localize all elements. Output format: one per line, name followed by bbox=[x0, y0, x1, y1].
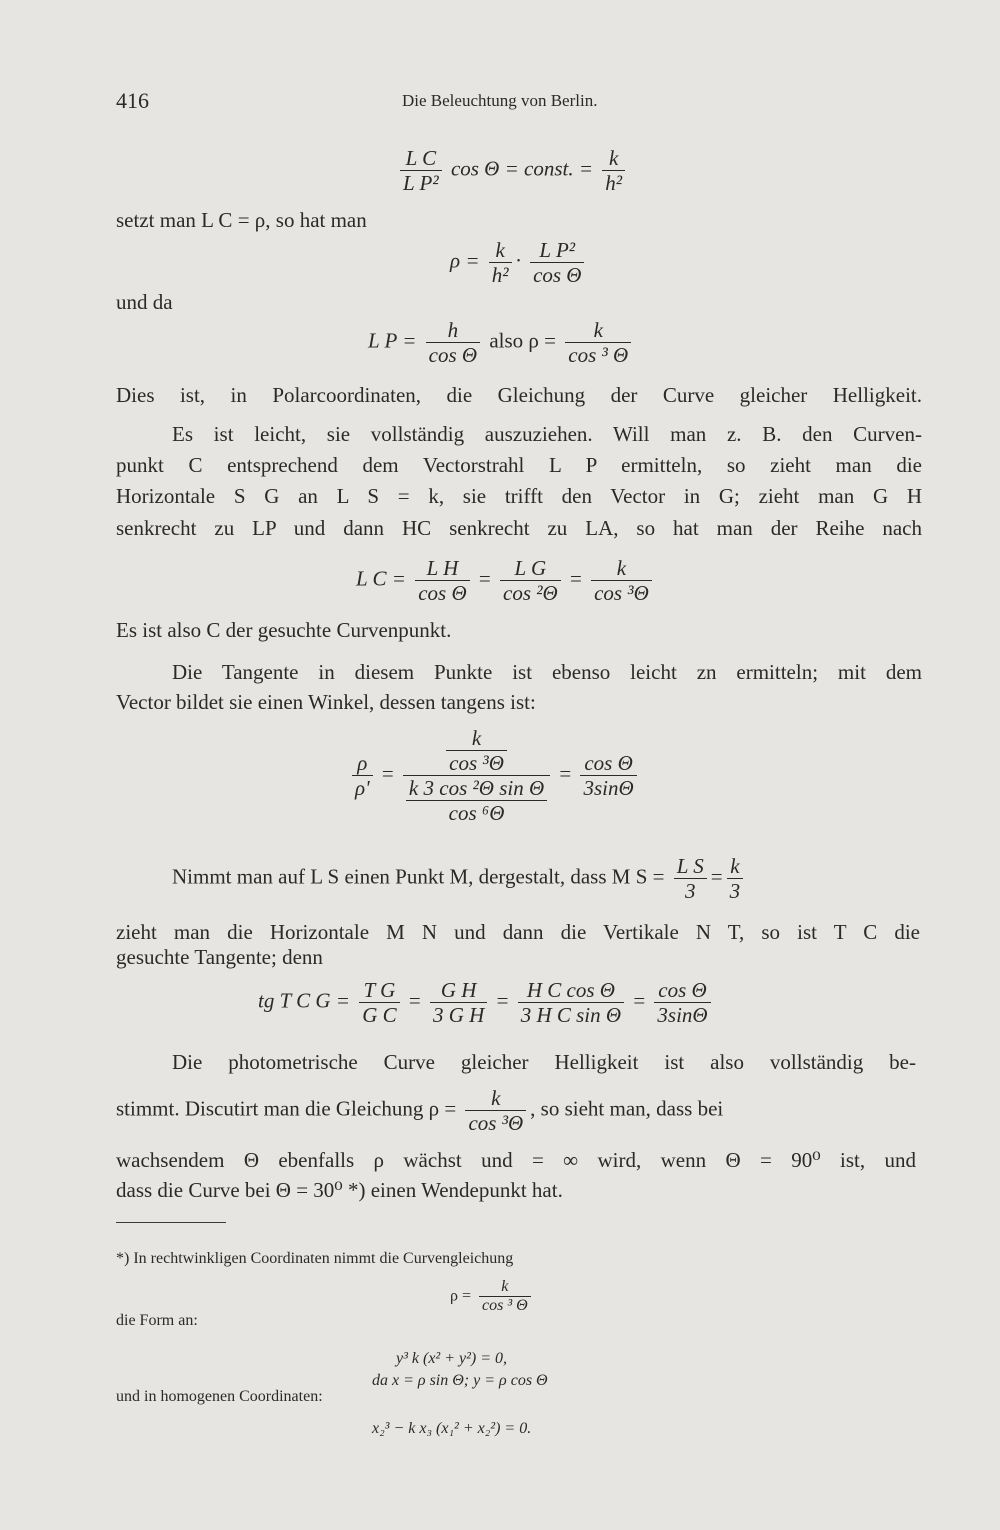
footnote-line-1: *) In rechtwinkligen Coordinaten nimmt die Curvengleichung bbox=[116, 1250, 514, 1267]
text-line-1: setzt man L C = ρ, so hat man bbox=[116, 208, 367, 232]
equation-3: L P = $\frac{h}{\text{cos Θ}}$ also ρ = $\frac{k}{\text{cos ³ Θ}}$ bbox=[368, 318, 635, 367]
text-line-17: dass die Curve bei Θ = 30⁰ *) einen Wendepunkt hat. bbox=[116, 1178, 563, 1202]
text-line-4: Es ist leicht, sie vollständig auszuziehen. Will man z. B. den Curven- bbox=[172, 422, 922, 446]
text-line-2: und da bbox=[116, 290, 173, 314]
equation-1: $\frac{\text{L C}}{\text{L P²}}$ cos Θ = const. = $\frac{k}{\text{h²}}$ bbox=[396, 146, 629, 195]
footnote-line-4: da x = ρ sin Θ; y = ρ cos Θ bbox=[372, 1372, 548, 1389]
text-line-8: Es ist also C der gesuchte Curvenpunkt. bbox=[116, 618, 452, 642]
text-line-10: Vector bildet sie einen Winkel, dessen tangens ist: bbox=[116, 690, 536, 714]
text-line-6: Horizontale S G an L S = k, sie trifft den Vector in G; zieht man G H bbox=[116, 484, 922, 508]
equation-5: $\frac{\rho}{\rho'}$ = $\frac{\frac{k}{\text{cos ³Θ}}}{\frac{\text{k 3 cos ²Θ sin Θ}}{\text{cos ⁶Θ}}}$ = $\frac{\text{cos Θ}}{3\sin\Theta}$ bbox=[348, 726, 641, 826]
text-line-7: senkrecht zu LP und dann HC senkrecht zu LA, so hat man der Reihe nach bbox=[116, 516, 922, 540]
equation-7: tg T C G = $\frac{\text{T G}}{\text{G C}}$ = $\frac{\text{G H}}{\text{3 G H}}$ = $\frac{\text{H C cos Θ}}{\text{3 H C sin Θ}}$ = $\frac{\text{cos Θ}}{3\sin\Theta}$ bbox=[258, 978, 715, 1027]
text-line-5: punkt C entsprechend dem Vectorstrahl L P ermitteln, so zieht man die bbox=[116, 453, 922, 477]
text-line-13: gesuchte Tangente; denn bbox=[116, 945, 323, 969]
text-line-9: Die Tangente in diesem Punkte ist ebenso leicht zn ermitteln; mit dem bbox=[172, 660, 922, 684]
page-number: 416 bbox=[116, 88, 149, 113]
text-line-12: zieht man die Horizontale M N und dann die Vertikale N T, so ist T C die bbox=[116, 920, 920, 944]
footnote-equation: ρ = $\frac{k}{\text{cos ³ Θ}}$ bbox=[450, 1278, 535, 1316]
text-line-11: Nimmt man auf L S einen Punkt M, dergestalt, dass M S = $\frac{\text{L S}}{3}$ = $\frac{k}{3}$ bbox=[172, 854, 924, 903]
running-title: Die Beleuchtung von Berlin. bbox=[402, 91, 598, 110]
footnote-line-6: x₂³ − k x₃ (x₁² + x₂²) = 0. bbox=[372, 1420, 532, 1437]
footnote-line-3: y³ k (x² + y²) = 0, bbox=[396, 1350, 508, 1367]
footnote-line-5: und in homogenen Coordinaten: bbox=[116, 1388, 323, 1405]
equation-4: L C = $\frac{\text{L H}}{\text{cos Θ}}$ = $\frac{\text{L G}}{\text{cos ²Θ}}$ = $\frac{k}{\text{cos ³Θ}}$ bbox=[356, 556, 656, 605]
footnote-rule bbox=[116, 1222, 226, 1223]
text-line-15: stimmt. Discutirt man die Gleichung ρ = $\frac{k}{\text{cos ³Θ}}$ , so sieht man, dass bei bbox=[116, 1086, 724, 1136]
text-line-3: Dies ist, in Polarcoordinaten, die Gleichung der Curve gleicher Helligkeit. bbox=[116, 383, 922, 407]
text-line-16: wachsendem Θ ebenfalls ρ wächst und = ∞ wird, wenn Θ = 90⁰ ist, und bbox=[116, 1148, 916, 1172]
text-line-14: Die photometrische Curve gleicher Helligkeit ist also vollständig be- bbox=[172, 1050, 916, 1074]
equation-2: ρ = $\frac{k}{\text{h²}}$ · $\frac{\text{L P²}}{\text{cos Θ}}$ bbox=[450, 238, 588, 287]
footnote-line-2: die Form an: bbox=[116, 1312, 198, 1329]
